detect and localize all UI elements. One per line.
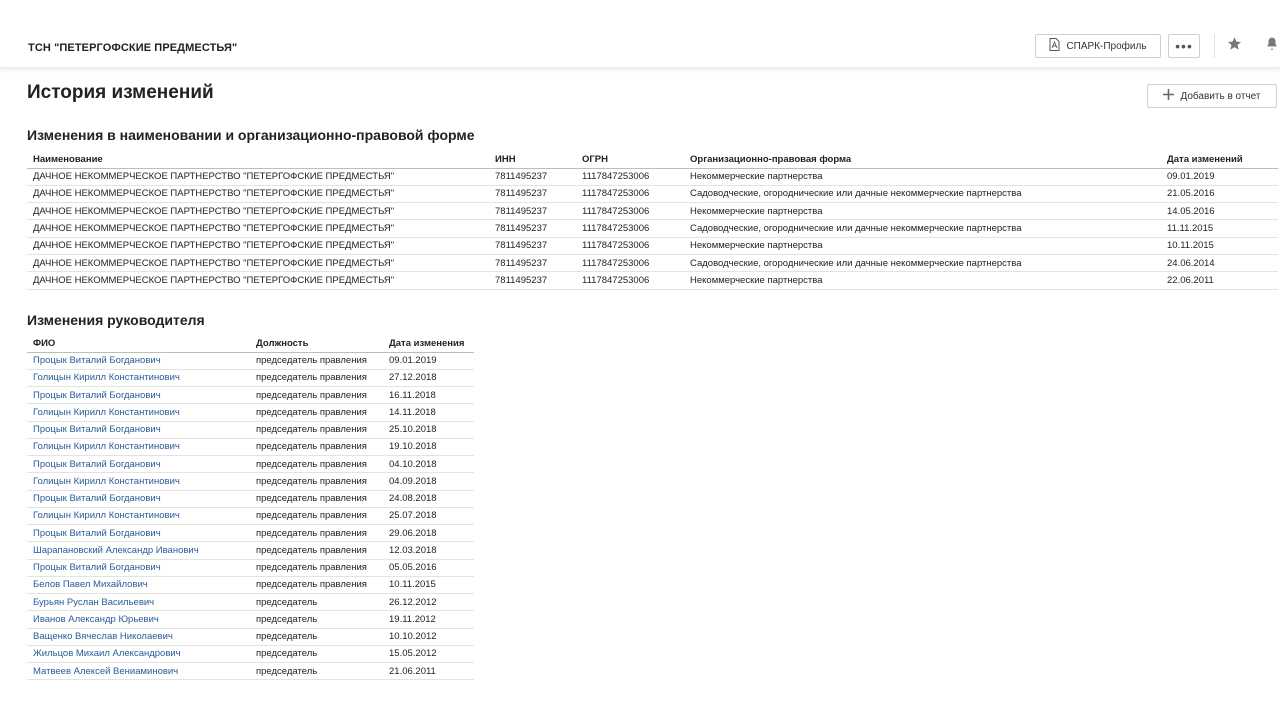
position-cell: председатель xyxy=(250,611,383,628)
ogrn-cell: 1117847253006 xyxy=(576,254,684,271)
position-cell: председатель правления xyxy=(250,352,383,369)
name-cell: ДАЧНОЕ НЕКОММЕРЧЕСКОЕ ПАРТНЕРСТВО "ПЕТЕРГОФСКИЕ ПРЕДМЕСТЬЯ" xyxy=(27,185,489,202)
person-link[interactable]: Голицын Кирилл Константинович xyxy=(27,369,250,386)
person-link[interactable]: Процык Виталий Богданович xyxy=(27,421,250,438)
legal-form-cell: Садоводческие, огороднические или дачные некоммерческие партнерства xyxy=(684,185,1161,202)
change-date-cell: 10.10.2012 xyxy=(383,628,474,645)
ogrn-cell: 1117847253006 xyxy=(576,220,684,237)
notifications-button[interactable] xyxy=(1262,36,1280,56)
toolbar-divider xyxy=(1214,34,1215,58)
legal-form-cell: Садоводческие, огороднические или дачные некоммерческие партнерства xyxy=(684,220,1161,237)
favorite-button[interactable] xyxy=(1224,36,1244,56)
legal-form-cell: Некоммерческие партнерства xyxy=(684,237,1161,254)
table-row xyxy=(27,559,474,576)
table-row xyxy=(27,473,474,490)
position-cell: председатель правления xyxy=(250,525,383,542)
table-row xyxy=(27,663,474,680)
change-date-cell: 10.11.2015 xyxy=(383,576,474,593)
person-link[interactable]: Жильцов Михаил Александрович xyxy=(27,645,250,662)
table-row xyxy=(27,542,474,559)
position-cell: председатель правления xyxy=(250,369,383,386)
position-cell: председатель правления xyxy=(250,387,383,404)
position-cell: председатель xyxy=(250,645,383,662)
position-cell: председатель правления xyxy=(250,542,383,559)
table-row xyxy=(27,628,474,645)
table-header-row xyxy=(27,151,1278,168)
position-cell: председатель правления xyxy=(250,438,383,455)
legal-form-cell: Некоммерческие партнерства xyxy=(684,203,1161,220)
table-row xyxy=(27,490,474,507)
star-icon xyxy=(1227,36,1242,56)
column-header-ogrn[interactable]: ОГРН xyxy=(576,151,684,168)
person-link[interactable]: Голицын Кирилл Константинович xyxy=(27,404,250,421)
change-date-cell: 24.08.2018 xyxy=(383,490,474,507)
table-row xyxy=(27,272,1278,289)
position-cell: председатель правления xyxy=(250,404,383,421)
change-date-cell: 19.11.2012 xyxy=(383,611,474,628)
position-cell: председатель правления xyxy=(250,473,383,490)
person-link[interactable]: Процык Виталий Богданович xyxy=(27,352,250,369)
change-date-cell: 09.01.2019 xyxy=(1161,168,1278,185)
change-date-cell: 19.10.2018 xyxy=(383,438,474,455)
legal-form-cell: Некоммерческие партнерства xyxy=(684,272,1161,289)
name-cell: ДАЧНОЕ НЕКОММЕРЧЕСКОЕ ПАРТНЕРСТВО "ПЕТЕРГОФСКИЕ ПРЕДМЕСТЬЯ" xyxy=(27,237,489,254)
plus-icon xyxy=(1163,89,1174,103)
page-title: История изменений xyxy=(27,82,214,103)
table-row xyxy=(27,576,474,593)
change-date-cell: 14.11.2018 xyxy=(383,404,474,421)
change-date-cell: 09.01.2019 xyxy=(383,352,474,369)
column-header-change-date[interactable]: Дата изменений xyxy=(1161,151,1278,168)
spark-profile-button[interactable] xyxy=(1035,34,1161,58)
ogrn-cell: 1117847253006 xyxy=(576,237,684,254)
person-link[interactable]: Голицын Кирилл Константинович xyxy=(27,473,250,490)
name-cell: ДАЧНОЕ НЕКОММЕРЧЕСКОЕ ПАРТНЕРСТВО "ПЕТЕРГОФСКИЕ ПРЕДМЕСТЬЯ" xyxy=(27,203,489,220)
change-date-cell: 04.10.2018 xyxy=(383,456,474,473)
person-link[interactable]: Процык Виталий Богданович xyxy=(27,490,250,507)
table-row xyxy=(27,387,474,404)
table-row xyxy=(27,456,474,473)
top-bar xyxy=(0,0,1280,68)
bell-icon xyxy=(1265,36,1279,56)
person-link[interactable]: Белов Павел Михайлович xyxy=(27,576,250,593)
change-date-cell: 26.12.2012 xyxy=(383,594,474,611)
change-date-cell: 11.11.2015 xyxy=(1161,220,1278,237)
person-link[interactable]: Процык Виталий Богданович xyxy=(27,559,250,576)
person-link[interactable]: Матвеев Алексей Вениаминович xyxy=(27,663,250,680)
change-date-cell: 25.10.2018 xyxy=(383,421,474,438)
person-link[interactable]: Иванов Александр Юрьевич xyxy=(27,611,250,628)
table-row xyxy=(27,168,1278,185)
change-date-cell: 05.05.2016 xyxy=(383,559,474,576)
change-date-cell: 12.03.2018 xyxy=(383,542,474,559)
table-row xyxy=(27,352,474,369)
change-date-cell: 24.06.2014 xyxy=(1161,254,1278,271)
position-cell: председатель xyxy=(250,663,383,680)
table-row xyxy=(27,645,474,662)
change-date-cell: 04.09.2018 xyxy=(383,473,474,490)
column-header-name[interactable]: Наименование xyxy=(27,151,489,168)
inn-cell: 7811495237 xyxy=(489,203,576,220)
change-date-cell: 21.06.2011 xyxy=(383,663,474,680)
add-to-report-button[interactable] xyxy=(1147,84,1277,108)
director-changes-table xyxy=(27,335,474,680)
column-header-full-name[interactable]: ФИО xyxy=(27,335,250,352)
table-row xyxy=(27,525,474,542)
table-row xyxy=(27,507,474,524)
name-cell: ДАЧНОЕ НЕКОММЕРЧЕСКОЕ ПАРТНЕРСТВО "ПЕТЕРГОФСКИЕ ПРЕДМЕСТЬЯ" xyxy=(27,220,489,237)
change-date-cell: 10.11.2015 xyxy=(1161,237,1278,254)
table-row xyxy=(27,237,1278,254)
change-date-cell: 15.05.2012 xyxy=(383,645,474,662)
table-row xyxy=(27,254,1278,271)
ogrn-cell: 1117847253006 xyxy=(576,168,684,185)
change-date-cell: 22.06.2011 xyxy=(1161,272,1278,289)
column-header-inn[interactable]: ИНН xyxy=(489,151,576,168)
change-date-cell: 29.06.2018 xyxy=(383,525,474,542)
pdf-icon xyxy=(1049,38,1060,54)
person-link[interactable]: Бурьян Руслан Васильевич xyxy=(27,594,250,611)
legal-form-cell: Садоводческие, огороднические или дачные некоммерческие партнерства xyxy=(684,254,1161,271)
position-cell: председатель правления xyxy=(250,559,383,576)
person-link[interactable]: Ващенко Вячеслав Николаевич xyxy=(27,628,250,645)
name-cell: ДАЧНОЕ НЕКОММЕРЧЕСКОЕ ПАРТНЕРСТВО "ПЕТЕРГОФСКИЕ ПРЕДМЕСТЬЯ" xyxy=(27,272,489,289)
more-button[interactable] xyxy=(1168,34,1200,58)
person-link[interactable]: Голицын Кирилл Константинович xyxy=(27,507,250,524)
inn-cell: 7811495237 xyxy=(489,237,576,254)
table-row xyxy=(27,611,474,628)
person-link[interactable]: Шарапановский Александр Иванович xyxy=(27,542,250,559)
column-header-position[interactable]: Должность xyxy=(250,335,383,352)
table-row xyxy=(27,185,1278,202)
ogrn-cell: 1117847253006 xyxy=(576,185,684,202)
person-link[interactable]: Процык Виталий Богданович xyxy=(27,456,250,473)
name-changes-title: Изменения в наименовании и организационно-правовой форме xyxy=(27,127,475,143)
organization-name: ТСН "ПЕТЕРГОФСКИЕ ПРЕДМЕСТЬЯ" xyxy=(28,42,238,54)
table-row xyxy=(27,594,474,611)
more-icon: ••• xyxy=(1175,38,1193,54)
name-cell: ДАЧНОЕ НЕКОММЕРЧЕСКОЕ ПАРТНЕРСТВО "ПЕТЕРГОФСКИЕ ПРЕДМЕСТЬЯ" xyxy=(27,168,489,185)
ogrn-cell: 1117847253006 xyxy=(576,272,684,289)
change-date-cell: 21.05.2016 xyxy=(1161,185,1278,202)
name-cell: ДАЧНОЕ НЕКОММЕРЧЕСКОЕ ПАРТНЕРСТВО "ПЕТЕРГОФСКИЕ ПРЕДМЕСТЬЯ" xyxy=(27,254,489,271)
position-cell: председатель xyxy=(250,594,383,611)
position-cell: председатель xyxy=(250,628,383,645)
inn-cell: 7811495237 xyxy=(489,272,576,289)
position-cell: председатель правления xyxy=(250,490,383,507)
change-date-cell: 14.05.2016 xyxy=(1161,203,1278,220)
table-row xyxy=(27,220,1278,237)
column-header-change-date[interactable]: Дата изменения xyxy=(383,335,474,352)
inn-cell: 7811495237 xyxy=(489,185,576,202)
change-date-cell: 27.12.2018 xyxy=(383,369,474,386)
inn-cell: 7811495237 xyxy=(489,254,576,271)
table-row xyxy=(27,404,474,421)
table-row xyxy=(27,369,474,386)
add-to-report-label: Добавить в отчет xyxy=(1180,90,1261,102)
position-cell: председатель правления xyxy=(250,421,383,438)
position-cell: председатель правления xyxy=(250,456,383,473)
director-changes-title: Изменения руководителя xyxy=(27,312,205,328)
person-link[interactable]: Голицын Кирилл Константинович xyxy=(27,438,250,455)
person-link[interactable]: Процык Виталий Богданович xyxy=(27,525,250,542)
legal-form-cell: Некоммерческие партнерства xyxy=(684,168,1161,185)
spark-profile-label: СПАРК-Профиль xyxy=(1066,40,1147,52)
ogrn-cell: 1117847253006 xyxy=(576,203,684,220)
table-row xyxy=(27,421,474,438)
table-row xyxy=(27,438,474,455)
inn-cell: 7811495237 xyxy=(489,220,576,237)
position-cell: председатель правления xyxy=(250,507,383,524)
position-cell: председатель правления xyxy=(250,576,383,593)
column-header-legal-form[interactable]: Организационно-правовая форма xyxy=(684,151,1161,168)
person-link[interactable]: Процык Виталий Богданович xyxy=(27,387,250,404)
change-date-cell: 25.07.2018 xyxy=(383,507,474,524)
inn-cell: 7811495237 xyxy=(489,168,576,185)
table-header-row xyxy=(27,335,474,352)
change-date-cell: 16.11.2018 xyxy=(383,387,474,404)
name-changes-table xyxy=(27,151,1278,290)
table-row xyxy=(27,203,1278,220)
